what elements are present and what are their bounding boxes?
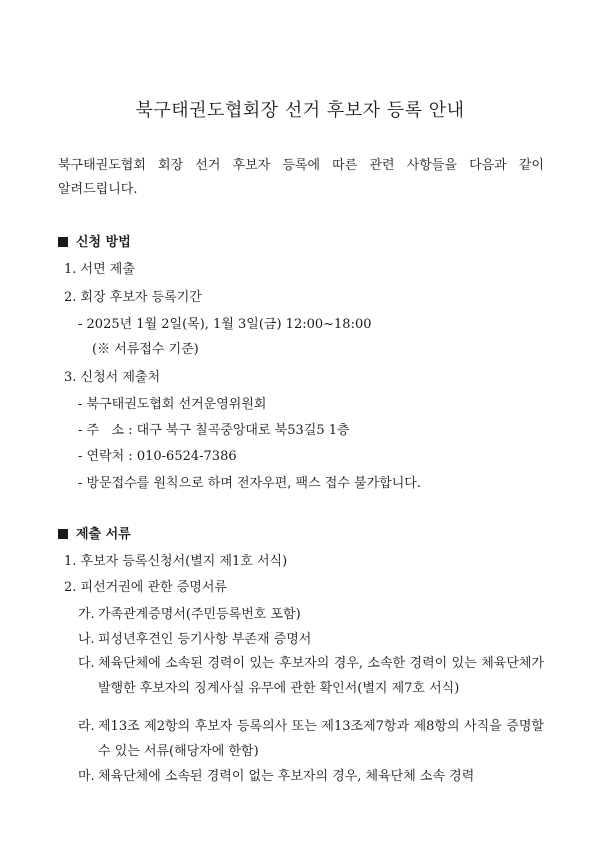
square-bullet-icon (58, 237, 68, 247)
registration-period: - 2025년 1월 2일(목), 1월 3일(금) 12:00~18:00 (78, 317, 372, 332)
contact: - 연락처 : 010-6524-7386 (78, 449, 237, 464)
list-item: 3. 신청서 제출처 (64, 370, 161, 385)
section-heading-label: 신청 방법 (76, 235, 131, 250)
sub-item-marker: 다. (78, 656, 95, 671)
square-bullet-icon (58, 529, 68, 539)
sub-item-marker: 마. (78, 769, 95, 784)
section-heading-application (58, 233, 131, 253)
sub-item-marker: 라. (78, 719, 95, 734)
sub-item-text: 체육단체에 소속된 경력이 없는 후보자의 경우, 체육단체 소속 경력 (98, 769, 475, 784)
sub-item-da (78, 651, 544, 701)
section-heading-label: 제출 서류 (76, 527, 131, 542)
address: - 주 소 : 대구 북구 칠곡중앙대로 북53길5 1층 (78, 423, 350, 438)
intro-paragraph: 북구태권도협회 회장 선거 후보자 등록에 따른 관련 사항들을 다음과 같이 알려드립니다. (58, 158, 544, 197)
list-item: 1. 후보자 등록신청서(별지 제1호 서식) (64, 554, 288, 569)
sub-item-marker: 가. (78, 607, 95, 622)
sub-item-text: 체육단체에 소속된 경력이 있는 후보자의 경우, 소속한 경력이 있는 체육단체가 발행한 후보자의 징계사실 유무에 관한 확인서(별지 제7호 서식) (98, 656, 544, 696)
submission-place: - 북구태권도협회 선거운영위원회 (78, 397, 267, 412)
period-note: (※ 서류접수 기준) (92, 342, 199, 357)
section-heading-documents (58, 525, 131, 545)
sub-item-text: 피성년후견인 등기사항 부존재 증명서 (98, 632, 312, 647)
sub-item-text: 가족관계증명서(주민등록번호 포함) (98, 607, 301, 622)
list-item: 1. 서면 제출 (64, 262, 135, 277)
sub-item-ma (78, 764, 544, 789)
sub-item-text: 제13조 제2항의 후보자 등록의사 또는 제13조제7항과 제8항의 사직을 증명할 수 있는 서류(해당자에 한함) (98, 719, 544, 759)
sub-item-ra (78, 714, 544, 764)
list-item: 2. 피선거권에 관한 증명서류 (64, 580, 227, 595)
list-item: 2. 회장 후보자 등록기간 (64, 290, 202, 305)
page-title: 북구태권도협회장 선거 후보자 등록 안내 (135, 100, 465, 121)
sub-item-ga (78, 602, 544, 627)
sub-item-na (78, 627, 544, 652)
sub-item-marker: 나. (78, 632, 95, 647)
submission-notice: - 방문접수를 원칙으로 하며 전자우편, 팩스 접수 불가합니다. (78, 476, 421, 491)
